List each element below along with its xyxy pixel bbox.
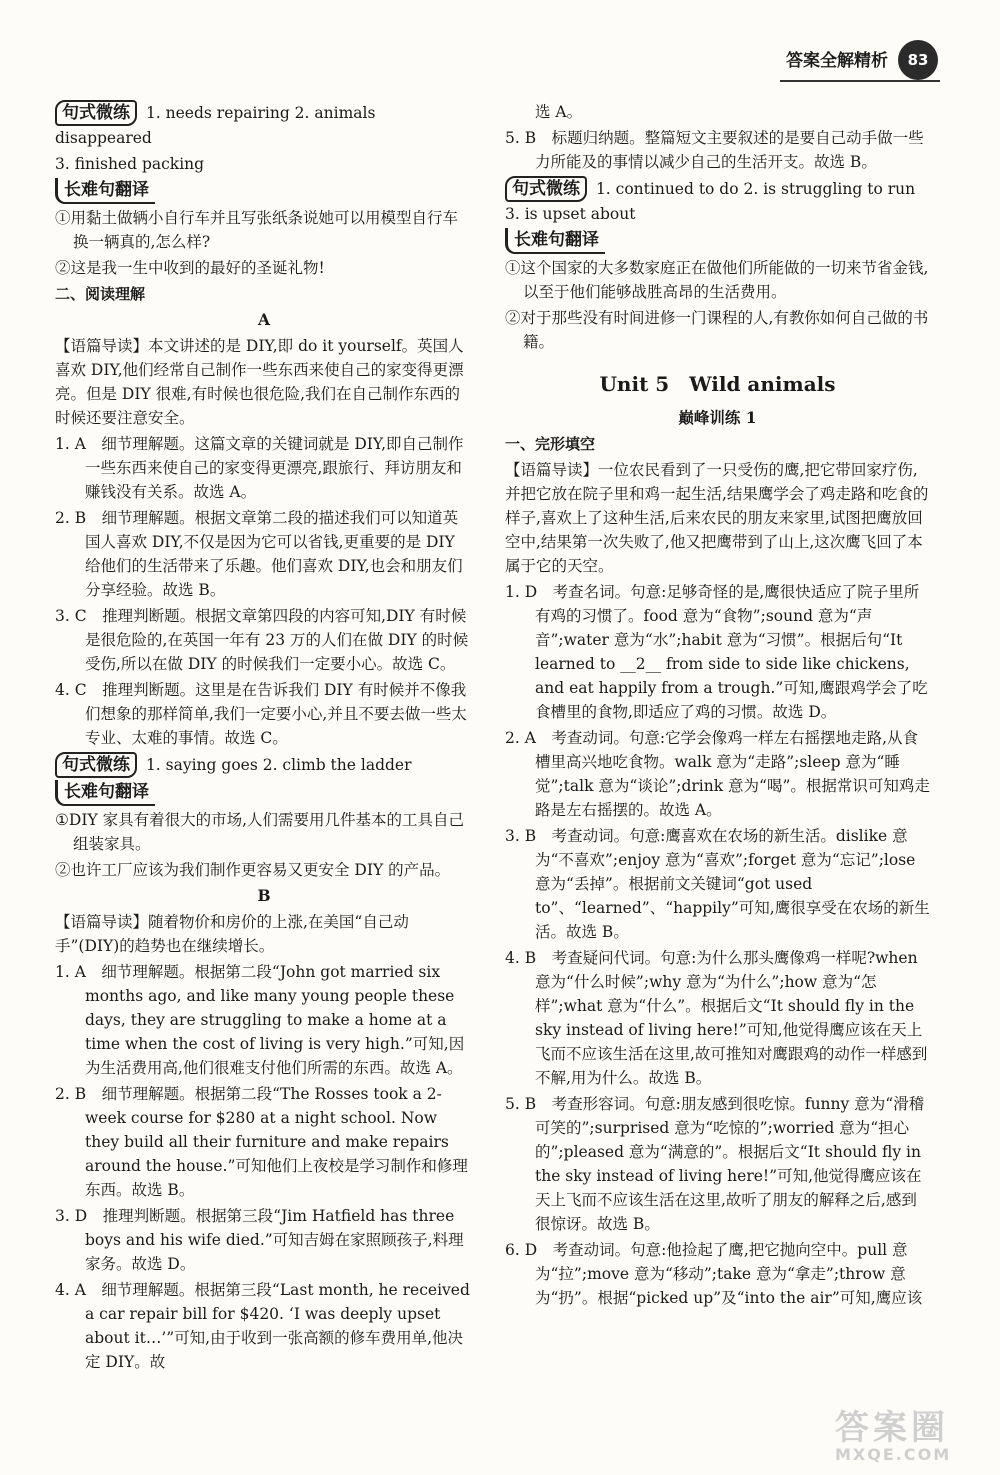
section-heading: 二、阅读理解 xyxy=(55,285,146,303)
training-title: 巅峰训练 1 xyxy=(678,408,757,427)
passage-guide: 【语篇导读】随着物价和房价的上涨,在美国“自己动手”(DIY)的趋势也在继续增长。 xyxy=(55,913,409,955)
sentence-practice-1 xyxy=(55,100,473,150)
answer-item: 3. D 推理判断题。根据第三段“Jim Hatfield has three boys and his wife died.”可知吉姆在家照顾孩子,料理家务。故选 D。 xyxy=(55,1207,464,1273)
right-column xyxy=(505,100,930,1312)
answer-item: 2. A 考查动词。句意:它学会像鸡一样左右摇摆地走路,从食槽里高兴地吃食物。walk 意为“走路”;sleep 意为“睡觉”;talk 意为“谈论”;drink 意为“喝”。根据常识可知鸡走路是左右摇摆的。故选 A。 xyxy=(505,729,930,819)
answer-item: 4. C 推理判断题。这里是在告诉我们 DIY 有时候并不像我们想象的那样简单,我们一定要小心,并且不要去做一些太专业、太难的事情。故选 C。 xyxy=(55,681,467,747)
answer-item: 4. B 考查疑问代词。句意:为什么那头鹰像鸡一样呢?when 意为“什么时候”;why 意为“为什么”;how 意为“怎样”;what 意为“什么”。根据后文“It should fly in the sky instead of living here!”可知,他觉得鹰应该在天上飞而不应该生活在这里,故可推知对鹰跟鸡的动作一样感到不解,用为什么。故选 B。 xyxy=(505,949,928,1087)
answer-item: 6. D 考查动词。句意:他捡起了鹰,把它抛向空中。pull 意为“拉”;move 意为“移动”;take 意为“拿走”;throw 意为“扔”。根据“picked up”及“into the air”可知,鹰应该 xyxy=(505,1241,923,1307)
sentence-practice-tag: 句式微练 xyxy=(55,752,137,778)
sentence-practice-2 xyxy=(55,752,473,778)
page-header xyxy=(690,40,940,80)
watermark-url: MXQE.COM xyxy=(835,1445,952,1464)
passage-label: B xyxy=(257,886,271,905)
answer-text: 3. finished packing xyxy=(55,155,205,173)
translation-line: ①DIY 家具有着很大的市场,人们需要用几件基本的工具自己组装家具。 xyxy=(55,811,465,853)
passage-label: A xyxy=(257,310,271,329)
answer-text: 1. continued to do 2. is struggling to run 3. is upset about xyxy=(505,180,916,223)
answer-item: 3. C 推理判断题。根据文章第四段的内容可知,DIY 有时候是很危险的,在英国一年有 23 万的人们在做 DIY 的时候受伤,所以在做 DIY 的时候我们一定要小心。故选 C。 xyxy=(55,607,469,673)
answer-item: 3. B 考查动词。句意:鹰喜欢在农场的新生活。dislike 意为“不喜欢”;enjoy 意为“喜欢”;forget 意为“忘记”;lose 意为“丢掉”。根据前文关键词“got used to”、“learned”、“happily”可知,鹰很享受在农场的新生活。故选 B。 xyxy=(505,827,930,941)
answer-text: 1. needs repairing 2. animals disappeared xyxy=(55,104,376,147)
passage-guide: 【语篇导读】一位农民看到了一只受伤的鹰,把它带回家疗伤,并把它放在院子里和鸡一起生活,结果鹰学会了鸡走路和吃食的样子,喜欢上了这种生活,后来农民的朋友来家里,试图把鹰放回空中,结果第一次失败了,他又把鹰带到了山上,这次鹰飞回了本属于它的天空。 xyxy=(505,461,929,575)
unit-title: Unit 5 Wild animals xyxy=(599,372,836,396)
sentence-practice-3 xyxy=(505,176,930,226)
answer-item: 1. A 细节理解题。根据第二段“John got married six months ago, and like many young people these days, they are struggling to make a home at a time when the cost of living is very high.”可知,因为生活费用高,他们很难支付他们所需的东西。故选 A。 xyxy=(55,963,465,1077)
translation-line: ②也许工厂应该为我们制作更容易又更安全 DIY 的产品。 xyxy=(55,861,451,879)
answer-text: 1. saying goes 2. climb the ladder xyxy=(145,756,412,774)
answer-item: 1. A 细节理解题。这篇文章的关键词就是 DIY,即自己制作一些东西来使自己的家变得更漂亮,跟旅行、拜访朋友和赚钱没有关系。故选 A。 xyxy=(55,435,464,501)
translation-tag: 长难句翻译 xyxy=(55,178,155,204)
translation-line: ②对于那些没有时间进修一门课程的人,有教你如何自己做的书籍。 xyxy=(505,309,929,351)
answer-item: 5. B 考查形容词。句意:朋友感到很吃惊。funny 意为“滑稽可笑的”;surprised 意为“吃惊的”;worried 意为“担心的”;pleased 意为“满意的”。根据后文“It should fly in the sky instead of living here!”可知,他觉得鹰应该在天上飞而不应该生活在这里,故听了朋友的解释之后,感到很惊讶。故选 B。 xyxy=(505,1095,925,1233)
watermark-text: 答案圈 xyxy=(835,1408,949,1448)
answer-item: 1. D 考查名词。句意:足够奇怪的是,鹰很快适应了院子里所有鸡的习惯了。food 意为“食物”;sound 意为“声音”;water 意为“水”;habit 意为“习惯”。根据后句“It learned to __2__ from side to side like chickens, and eat happily from a trough.”可知,鹰跟鸡学会了吃食槽里的食物,即适应了鸡的习惯。故选 D。 xyxy=(505,583,928,721)
answer-item: 2. B 细节理解题。根据第二段“The Rosses took a 2-week course for $280 at a night school. Now they build all their furniture and make repairs around the house.”可知他们上夜校是学习制作和修理东西。故选 B。 xyxy=(55,1085,468,1199)
passage-guide: 【语篇导读】本文讲述的是 DIY,即 do it yourself。英国人喜欢 DIY,他们经常自己制作一些东西来使自己的家变得更漂亮。但是 DIY 很难,有时候也很危险,我们在自己制作东西的时候还要注意安全。 xyxy=(55,337,464,427)
answer-item: 2. B 细节理解题。根据文章第二段的描述我们可以知道英国人喜欢 DIY,不仅是因为它可以省钱,更重要的是 DIY 给他们的生活带来了乐趣。他们喜欢 DIY,也会和朋友们分享经验。故选 B。 xyxy=(55,509,463,599)
header-rule xyxy=(780,80,940,82)
sentence-practice-tag: 句式微练 xyxy=(505,176,587,202)
left-column xyxy=(55,100,473,1376)
translation-line: ①这个国家的大多数家庭正在做他们所能做的一切来节省金钱,以至于他们能够战胜高昂的生活费用。 xyxy=(505,259,929,301)
answer-item: 5. B 标题归纳题。整篇短文主要叙述的是要自己动手做一些力所能及的事情以减少自己的生活开支。故选 B。 xyxy=(505,129,924,171)
answer-item: 4. A 细节理解题。根据第三段“Last month, he received a car repair bill for $420. ‘I was deeply upset about it…’”可知,由于收到一张高额的修车费用单,他决定 DIY。故 xyxy=(55,1281,470,1371)
page-number-badge: 83 xyxy=(898,40,938,80)
sentence-practice-tag: 句式微练 xyxy=(55,100,137,126)
translation-line: ①用黏土做辆小自行车并且写张纸条说她可以用模型自行车换一辆真的,怎么样? xyxy=(55,209,459,251)
watermark-logo xyxy=(835,1410,951,1464)
section-heading: 一、完形填空 xyxy=(505,435,596,453)
translation-tag: 长难句翻译 xyxy=(55,780,155,806)
translation-tag: 长难句翻译 xyxy=(505,228,605,254)
header-title: 答案全解精析 xyxy=(786,51,888,71)
translation-line: ②这是我一生中收到的最好的圣诞礼物! xyxy=(55,259,325,277)
answer-continuation: 选 A。 xyxy=(535,103,583,121)
